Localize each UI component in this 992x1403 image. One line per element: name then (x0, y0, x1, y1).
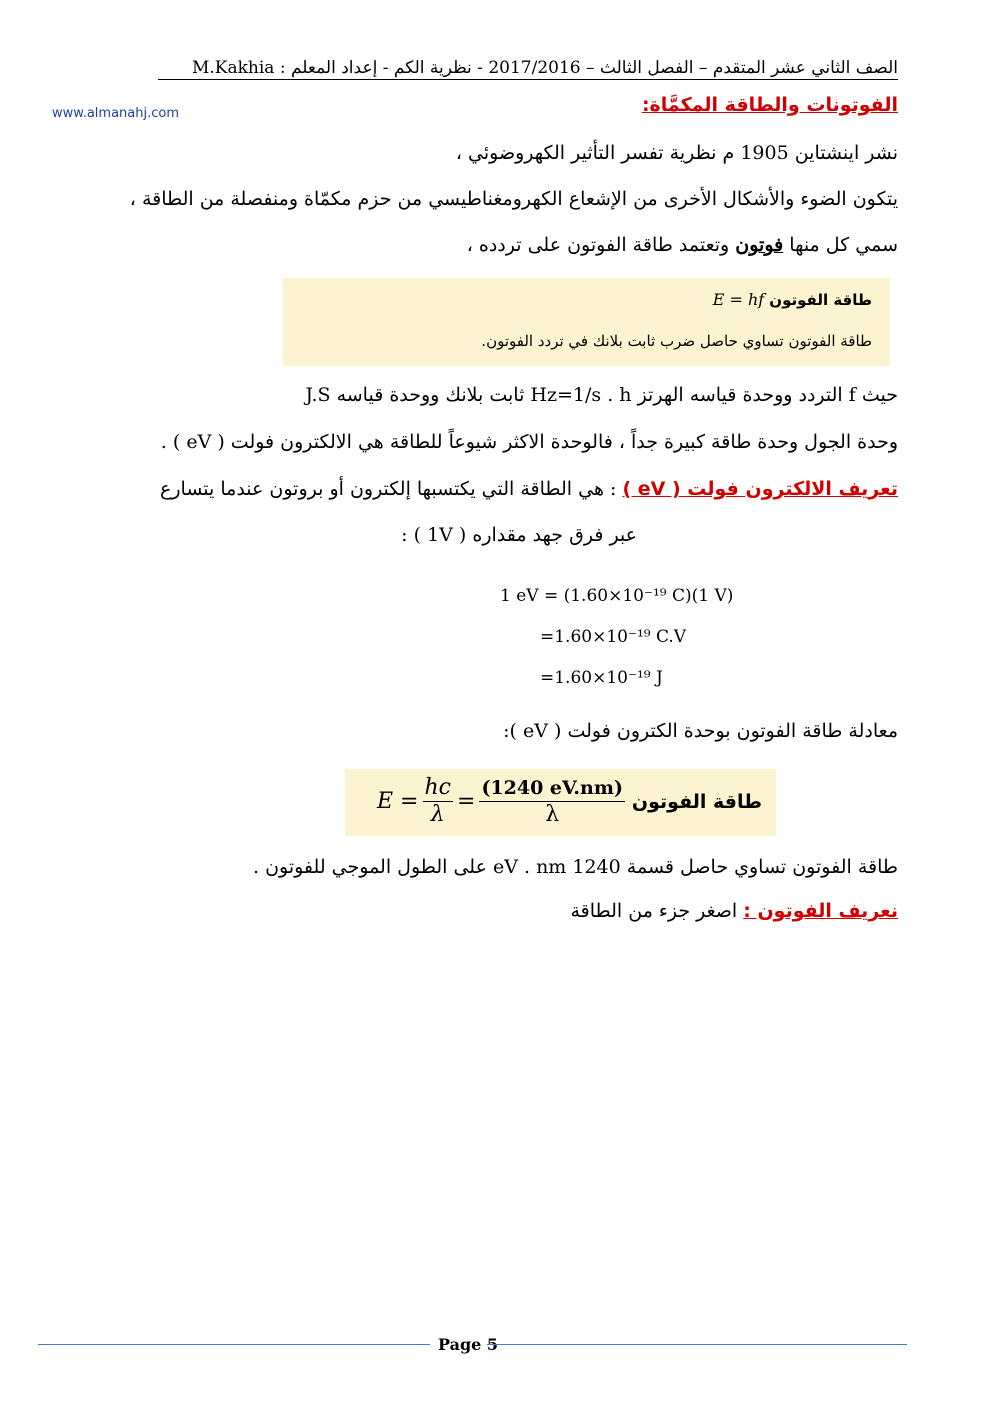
ev-definition (160, 478, 898, 500)
photon-energy-desc: طاقة الفوتون تساوي حاصل ضرب ثابت بلانك في تردد الفوتون. (481, 332, 872, 350)
text-line-2: يتكون الضوء والأشكال الأخرى من الإشعاع الكهرومغناطيسي من حزم مكمّاة ومنفصلة من الطاقة ، (129, 188, 898, 210)
site-link[interactable]: www.almanahj.com (52, 106, 179, 121)
fraction-2-numerator: (1240 eV.nm) (479, 775, 625, 802)
fraction-1240-lambda (479, 775, 625, 828)
photon-energy-ev-formula (377, 775, 629, 828)
footer-rule-right (487, 1344, 907, 1345)
joule-line: وحدة الجول وحدة طاقة كبيرة جداً ، فالوحدة الاكثر شيوعاً للطاقة هي الالكترون فولت ( eV ) . (160, 431, 898, 453)
box2-description: طاقة الفوتون تساوي حاصل قسمة 1240 eV . nm على الطول الموجي للفوتون . (252, 856, 898, 878)
ev-eq-row-1: 1 eV = (1.60×10⁻¹⁹ C)(1 V) (500, 586, 734, 606)
ev-definition-label: تعريف الالكترون فولت ( eV ) (622, 478, 898, 500)
photon-energy-row (691, 290, 872, 309)
photon-energy-equation: E = hf (712, 290, 765, 309)
footer-rule-left (38, 1344, 430, 1345)
ev-eq-row-2: =1.60×10⁻¹⁹ C.V (540, 627, 687, 647)
text-line-1: نشر اينشتاين 1905 م نظرية تفسر التأثير الكهروضوئي ، (455, 142, 898, 164)
photon-energy-ev-box (345, 769, 776, 836)
photon-definition (570, 900, 898, 922)
photon-energy-ev-label: طاقة الفوتون (631, 791, 762, 813)
ev-eq-row-3: =1.60×10⁻¹⁹ J (540, 668, 663, 688)
photon-definition-text: اصغر جزء من الطاقة (570, 900, 744, 922)
page-header: الصف الثاني عشر المتقدم – الفصل الثالث – 2017/2016 - نظرية الكم - إعداد المعلم : M.Kakhia (158, 58, 898, 80)
ev-eq-intro: معادلة طاقة الفوتون بوحدة الكترون فولت ( eV ): (503, 720, 898, 742)
formula-lhs: E = (377, 789, 419, 814)
photon-definition-label: نعريف الفوتون : (743, 900, 898, 922)
fraction-2-denominator: λ (545, 802, 560, 827)
fraction-hc-lambda (423, 775, 454, 828)
ev-definition-text: : هي الطاقة التي يكتسبها إلكترون أو بروتون عندما يتسارع (160, 478, 623, 500)
fraction-1-denominator: λ (430, 802, 445, 827)
ev-definition-cont: عبر فرق جهد مقداره ( 1V ) : (401, 524, 637, 546)
section-title: الفوتونات والطاقة المكمَّاة: (641, 94, 898, 116)
photon-word: فوتون (735, 234, 784, 256)
text-line-3-a: سمي كل منها (783, 234, 898, 256)
text-line-3 (467, 234, 898, 256)
formula-equals: = (457, 789, 476, 814)
text-line-3-c: وتعتمد طاقة الفوتون على تردده ، (466, 234, 736, 256)
fraction-1-numerator: hc (424, 775, 451, 800)
photon-energy-label: طاقة الفوتون (769, 291, 872, 309)
page-number: Page 5 (438, 1335, 499, 1354)
units-line: حيث f التردد ووحدة قياسه الهرتز Hz=1/s . h ثابت بلانك ووحدة قياسه J.S (305, 384, 898, 406)
photon-energy-box (283, 278, 890, 366)
